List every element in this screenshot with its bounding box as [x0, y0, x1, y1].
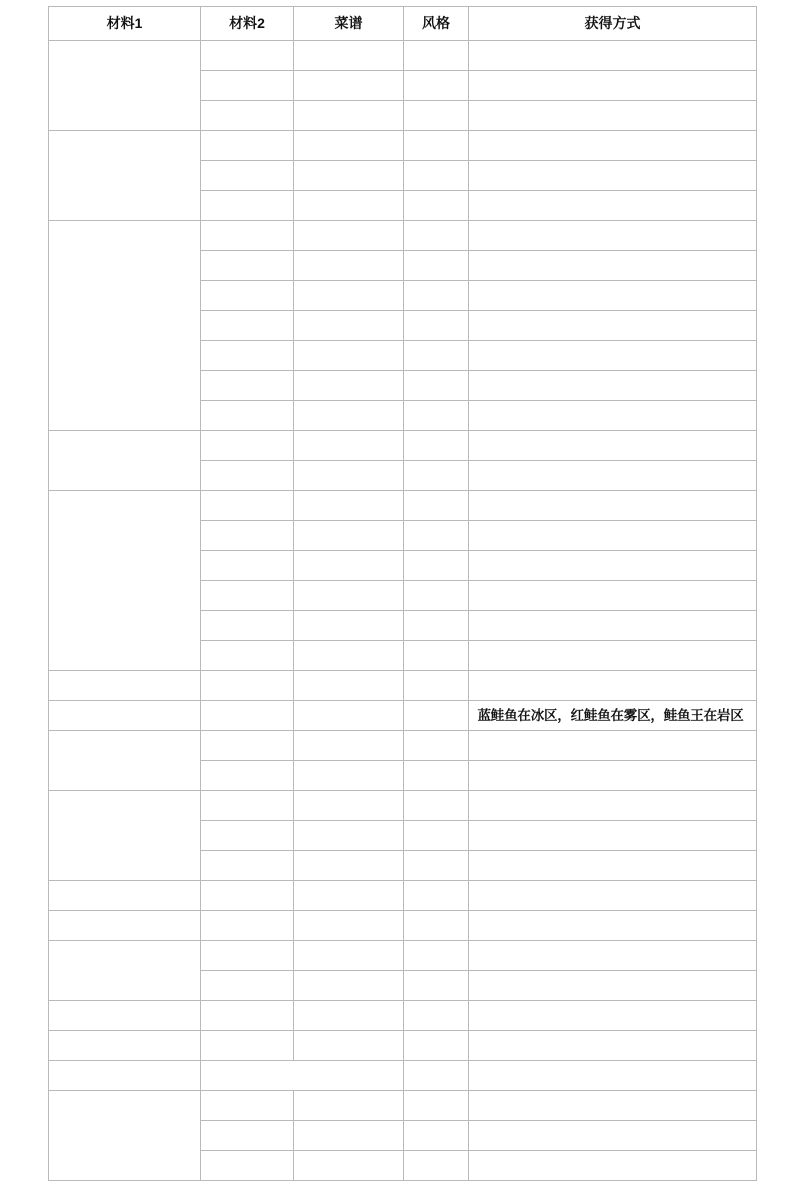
cell-material1	[49, 881, 201, 911]
cell-material2	[201, 761, 294, 791]
cell-material2	[201, 311, 294, 341]
cell-material2	[201, 1001, 294, 1031]
cell-style	[404, 191, 469, 221]
cell-style	[404, 71, 469, 101]
cell-recipe	[294, 41, 404, 71]
table-row	[49, 731, 757, 761]
cell-material2	[201, 341, 294, 371]
cell-recipe	[294, 131, 404, 161]
cell-material2	[201, 731, 294, 761]
cell-recipe	[294, 311, 404, 341]
cell-material2	[201, 821, 294, 851]
header-recipe: 菜谱	[294, 7, 404, 41]
cell-obtain	[469, 71, 757, 101]
cell-material2	[201, 671, 294, 701]
table-header	[49, 7, 757, 41]
cell-style	[404, 461, 469, 491]
cell-material2	[201, 911, 294, 941]
cell-obtain	[469, 761, 757, 791]
cell-recipe	[294, 731, 404, 761]
cell-material2	[201, 191, 294, 221]
cell-material1	[49, 491, 201, 671]
cell-style	[404, 641, 469, 671]
cell-recipe	[294, 401, 404, 431]
cell-material2	[201, 251, 294, 281]
cell-material2	[201, 281, 294, 311]
cell-material2	[201, 41, 294, 71]
table-row	[49, 1061, 757, 1091]
cell-style	[404, 881, 469, 911]
cell-material2	[201, 581, 294, 611]
cell-style	[404, 161, 469, 191]
cell-recipe	[294, 911, 404, 941]
cell-material2	[201, 101, 294, 131]
cell-material1	[49, 1061, 201, 1091]
cell-style	[404, 371, 469, 401]
cell-style	[404, 1091, 469, 1121]
cell-recipe	[294, 551, 404, 581]
cell-recipe	[294, 611, 404, 641]
cell-obtain	[469, 941, 757, 971]
cell-obtain	[469, 371, 757, 401]
cell-style	[404, 281, 469, 311]
cell-style	[404, 101, 469, 131]
cell-obtain	[469, 521, 757, 551]
cell-obtain	[469, 1121, 757, 1151]
cell-obtain	[469, 971, 757, 1001]
cell-style	[404, 41, 469, 71]
cell-recipe	[294, 71, 404, 101]
cell-material2	[201, 491, 294, 521]
table-row	[49, 1091, 757, 1121]
cell-material2	[201, 161, 294, 191]
cell-obtain	[469, 1091, 757, 1121]
cell-material2	[201, 881, 294, 911]
table-row	[49, 1001, 757, 1031]
cell-obtain	[469, 1031, 757, 1061]
cell-recipe	[294, 281, 404, 311]
table-row	[49, 131, 757, 161]
cell-obtain	[469, 641, 757, 671]
cell-style	[404, 611, 469, 641]
cell-material1	[49, 221, 201, 431]
cell-material1	[49, 941, 201, 1001]
cell-style	[404, 911, 469, 941]
header-style: 风格	[404, 7, 469, 41]
cell-obtain	[469, 161, 757, 191]
table-row	[49, 431, 757, 461]
cell-obtain	[469, 101, 757, 131]
cell-style	[404, 221, 469, 251]
cell-material2	[201, 221, 294, 251]
cell-style	[404, 701, 469, 731]
table-row	[49, 491, 757, 521]
cell-obtain	[469, 191, 757, 221]
cell-obtain	[469, 461, 757, 491]
cell-recipe	[294, 521, 404, 551]
cell-obtain	[469, 581, 757, 611]
cell-obtain	[469, 341, 757, 371]
table-row	[49, 41, 757, 71]
cell-obtain	[469, 311, 757, 341]
cell-style	[404, 1061, 469, 1091]
cell-obtain	[469, 41, 757, 71]
cell-material2	[201, 941, 294, 971]
cell-obtain	[469, 221, 757, 251]
cell-merged-note	[201, 1061, 404, 1091]
cell-style	[404, 1151, 469, 1181]
cell-style	[404, 761, 469, 791]
cell-style	[404, 131, 469, 161]
obtain-text: 蓝鲑鱼在冰区，红鲑鱼在雾区，鲑鱼王在岩区	[477, 707, 744, 723]
cell-recipe	[294, 221, 404, 251]
cell-recipe	[294, 1091, 404, 1121]
cell-recipe	[294, 1121, 404, 1151]
table-row	[49, 1031, 757, 1061]
cell-recipe	[294, 791, 404, 821]
recipe-table	[48, 6, 757, 1181]
cell-obtain	[469, 611, 757, 641]
cell-recipe	[294, 941, 404, 971]
header-obtain: 获得方式	[469, 7, 757, 41]
cell-style	[404, 431, 469, 461]
header-row	[49, 7, 757, 41]
cell-material2	[201, 401, 294, 431]
cell-material2	[201, 551, 294, 581]
table-body	[49, 41, 757, 1181]
cell-style	[404, 581, 469, 611]
cell-obtain	[469, 551, 757, 581]
cell-style	[404, 341, 469, 371]
cell-obtain	[469, 1151, 757, 1181]
cell-recipe	[294, 971, 404, 1001]
cell-recipe	[294, 1031, 404, 1061]
cell-obtain	[469, 701, 757, 731]
cell-obtain	[469, 431, 757, 461]
table-row	[49, 911, 757, 941]
cell-style	[404, 1121, 469, 1151]
cell-recipe	[294, 491, 404, 521]
cell-material2	[201, 971, 294, 1001]
cell-material2	[201, 131, 294, 161]
cell-recipe	[294, 881, 404, 911]
cell-material2	[201, 641, 294, 671]
cell-obtain	[469, 881, 757, 911]
cell-obtain	[469, 851, 757, 881]
cell-recipe	[294, 251, 404, 281]
cell-material1	[49, 1031, 201, 1061]
cell-material2	[201, 701, 294, 731]
cell-style	[404, 671, 469, 701]
cell-recipe	[294, 671, 404, 701]
cell-obtain	[469, 281, 757, 311]
cell-material1	[49, 671, 201, 701]
cell-material2	[201, 1091, 294, 1121]
cell-material2	[201, 1151, 294, 1181]
cell-material1	[49, 791, 201, 881]
cell-style	[404, 251, 469, 281]
cell-style	[404, 1031, 469, 1061]
cell-material1	[49, 731, 201, 791]
cell-recipe	[294, 1151, 404, 1181]
cell-material2	[201, 1121, 294, 1151]
cell-recipe	[294, 161, 404, 191]
cell-recipe	[294, 1001, 404, 1031]
cell-style	[404, 821, 469, 851]
header-material1: 材料1	[49, 7, 201, 41]
cell-obtain	[469, 731, 757, 761]
cell-obtain	[469, 401, 757, 431]
cell-material2	[201, 431, 294, 461]
cell-material2	[201, 611, 294, 641]
cell-style	[404, 401, 469, 431]
table-row	[49, 701, 757, 731]
cell-material1	[49, 1001, 201, 1031]
table-row	[49, 221, 757, 251]
cell-recipe	[294, 821, 404, 851]
cell-style	[404, 311, 469, 341]
cell-obtain	[469, 821, 757, 851]
cell-obtain	[469, 911, 757, 941]
cell-recipe	[294, 431, 404, 461]
cell-recipe	[294, 371, 404, 401]
cell-obtain	[469, 251, 757, 281]
cell-recipe	[294, 341, 404, 371]
cell-recipe	[294, 191, 404, 221]
cell-recipe	[294, 701, 404, 731]
cell-material1	[49, 1091, 201, 1181]
cell-style	[404, 941, 469, 971]
cell-material2	[201, 851, 294, 881]
cell-style	[404, 491, 469, 521]
cell-recipe	[294, 101, 404, 131]
table-row	[49, 671, 757, 701]
cell-material1	[49, 911, 201, 941]
cell-material2	[201, 71, 294, 101]
cell-recipe	[294, 761, 404, 791]
cell-material1	[49, 431, 201, 491]
table-row	[49, 791, 757, 821]
cell-material1	[49, 41, 201, 131]
table-row	[49, 941, 757, 971]
cell-recipe	[294, 851, 404, 881]
cell-obtain	[469, 791, 757, 821]
cell-style	[404, 971, 469, 1001]
cell-material2	[201, 461, 294, 491]
cell-material2	[201, 1031, 294, 1061]
cell-material2	[201, 371, 294, 401]
cell-obtain	[469, 1001, 757, 1031]
cell-style	[404, 851, 469, 881]
cell-material1	[49, 701, 201, 731]
cell-recipe	[294, 461, 404, 491]
cell-material2	[201, 791, 294, 821]
cell-style	[404, 731, 469, 761]
header-material2: 材料2	[201, 7, 294, 41]
cell-obtain	[469, 491, 757, 521]
cell-style	[404, 521, 469, 551]
cell-style	[404, 791, 469, 821]
cell-recipe	[294, 581, 404, 611]
cell-obtain	[469, 131, 757, 161]
cell-material1	[49, 131, 201, 221]
cell-recipe	[294, 641, 404, 671]
table-row	[49, 881, 757, 911]
cell-obtain	[469, 1061, 757, 1091]
cell-style	[404, 551, 469, 581]
cell-style	[404, 1001, 469, 1031]
cell-material2	[201, 521, 294, 551]
cell-obtain	[469, 671, 757, 701]
